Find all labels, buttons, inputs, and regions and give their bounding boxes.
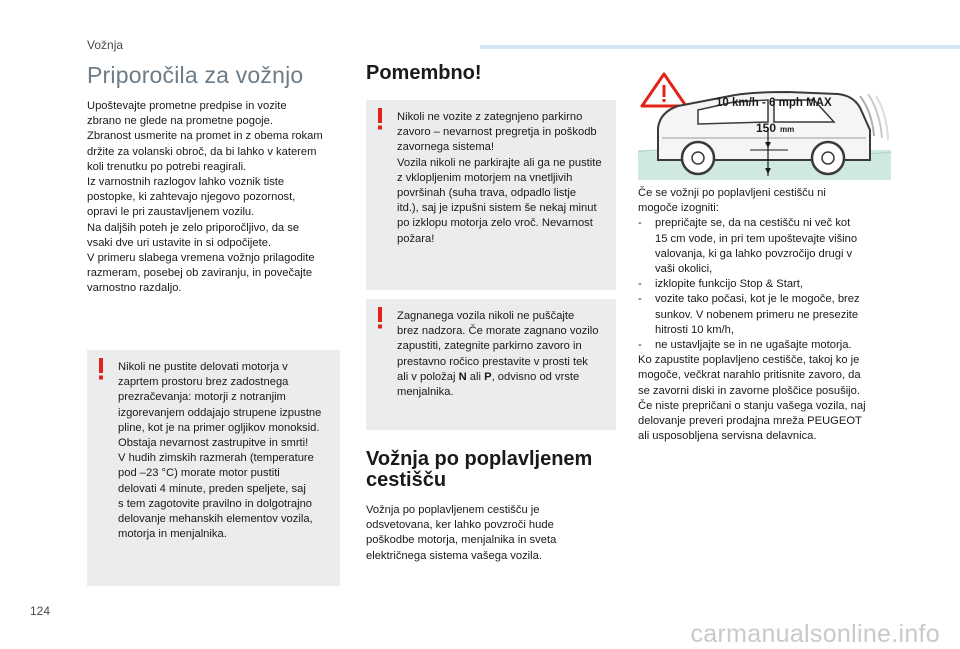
important-heading: Pomembno! [366,62,482,84]
section-title: Vožnja [87,38,124,52]
exclamation-icon [375,108,385,130]
column-middle [366,62,618,97]
warning-box-engine [87,350,340,586]
watermark: carmanualsonline.info [690,620,940,648]
water-depth-value: 150 [756,121,777,135]
list-item: - prepričajte se, da na cestišču ni več kot 15 cm vode, in pri tem upoštevajte višino valovanja, ki ga lahko povzročijo drugi v vaši okolici, [638,217,858,276]
flood-illustration [638,72,891,180]
flood-intro-text: Vožnja po poplavljenem cestišču je odsvetovana, ker lahko povzroči hude poškodbe motorja, menjalnika in sveta električnega sistema vašega vozila. [366,504,557,562]
water-depth-unit: mm [780,125,795,134]
flood-instructions-outro: Ko zapustite poplavljeno cestišče, takoj ko je mogoče, večkrat narahlo pritisnite zavoro, da se zavorni diski in zavorne ploščice posušijo. Če niste prepričani o stanju vašega vozila, naj delovanje preveri prodajna mreža PEUGEOT ali usposobljena servisna delavnica. [638,354,866,443]
header-bar [480,45,960,49]
flood-instructions-intro: Če se vožnji po poplavljeni cestišču ni mogoče izogniti: [638,187,826,215]
warning-text-parking-brake: Nikoli ne vozite z zategnjeno parkirno zavoro – nevarnost pregretja in poškodb zavornega sistema! Vozila nikoli ne parkirajte ali ga ne pustite z vklopljenim motorjem na vnetljivih površinah (suha trava, odpadlo listje itd.), saj je izpušni sistem še nekaj minut po izklopu motorja zelo vroč. Nevarnost požara! [397,111,602,245]
driving-recommendations-text: Upoštevajte prometne predpise in vozite zbrano ne glede na prometne pogoje. Zbranost usmerite na promet in z obema rokam držite za volanski obroč, da bi lahko v katerem koli trenutku po potrebi reagirali. Iz varnostnih razlogov lahko voznik tiste postopke, ki zahtevajo njegovo pozornost, opravi le pri zaustavljenem vozilu. Na daljših poteh je zelo priporočljivo, da se vsaki dve uri ustavite in si odpočijete. V primeru slabega vremena vožnjo prilagodite razmeram, posebej ob zaviranju, in povečajte varnostno razdaljo. [87,100,323,295]
warning-text-unattended: Zagnanega vozila nikoli ne puščajte brez nadzora. Če morate zagnano vozilo zapustiti, zategnite parkirno zavoro in prestavno ročico prestavite v prosti tek ali v položaj N ali P, odvisno od vrste menjalnika. [397,310,599,399]
speed-limit-label: 10 km/h - 6 mph MAX [716,97,832,109]
page-number: 124 [30,604,51,618]
warning-box-parking-brake [366,100,616,290]
page-title: Priporočila za vožnjo [87,62,304,88]
column-left [87,62,342,297]
flood-instructions [638,186,892,444]
car-in-water-illustration [638,72,891,180]
exclamation-icon [96,358,106,380]
list-item: - ne ustavljajte se in ne ugašajte motorja. [638,339,852,352]
flood-section [366,449,618,564]
warning-text-engine: Nikoli ne pustite delovati motorja v zaprtem prostoru brez zadostnega prezračevanja: motorji z notranjim izgorevanjem oddajajo strupene izpustne pline, kot je na primer ogljikov monoksid. Obstaja nevarnost zastrupitve in smrti! V hudih zimskih razmerah (temperature pod –23 °C) morate motor pustiti delovati 4 minute, preden speljete, saj s tem zagotovite pravilno in dolgotrajno delovanje mehanskih elementov vozila, motorja in menjalnika. [118,361,322,541]
warning-box-unattended [366,299,616,430]
flood-heading: Vožnja po poplavljenem cestišču [366,448,593,491]
exclamation-icon [375,307,385,329]
flood-instructions-list [638,216,892,353]
list-item: - izklopite funkcijo Stop & Start, [638,278,803,291]
list-item: - vozite tako počasi, kot je le mogoče, brez sunkov. V nobenem primeru ne presezite hitrosti 10 km/h, [638,293,860,336]
